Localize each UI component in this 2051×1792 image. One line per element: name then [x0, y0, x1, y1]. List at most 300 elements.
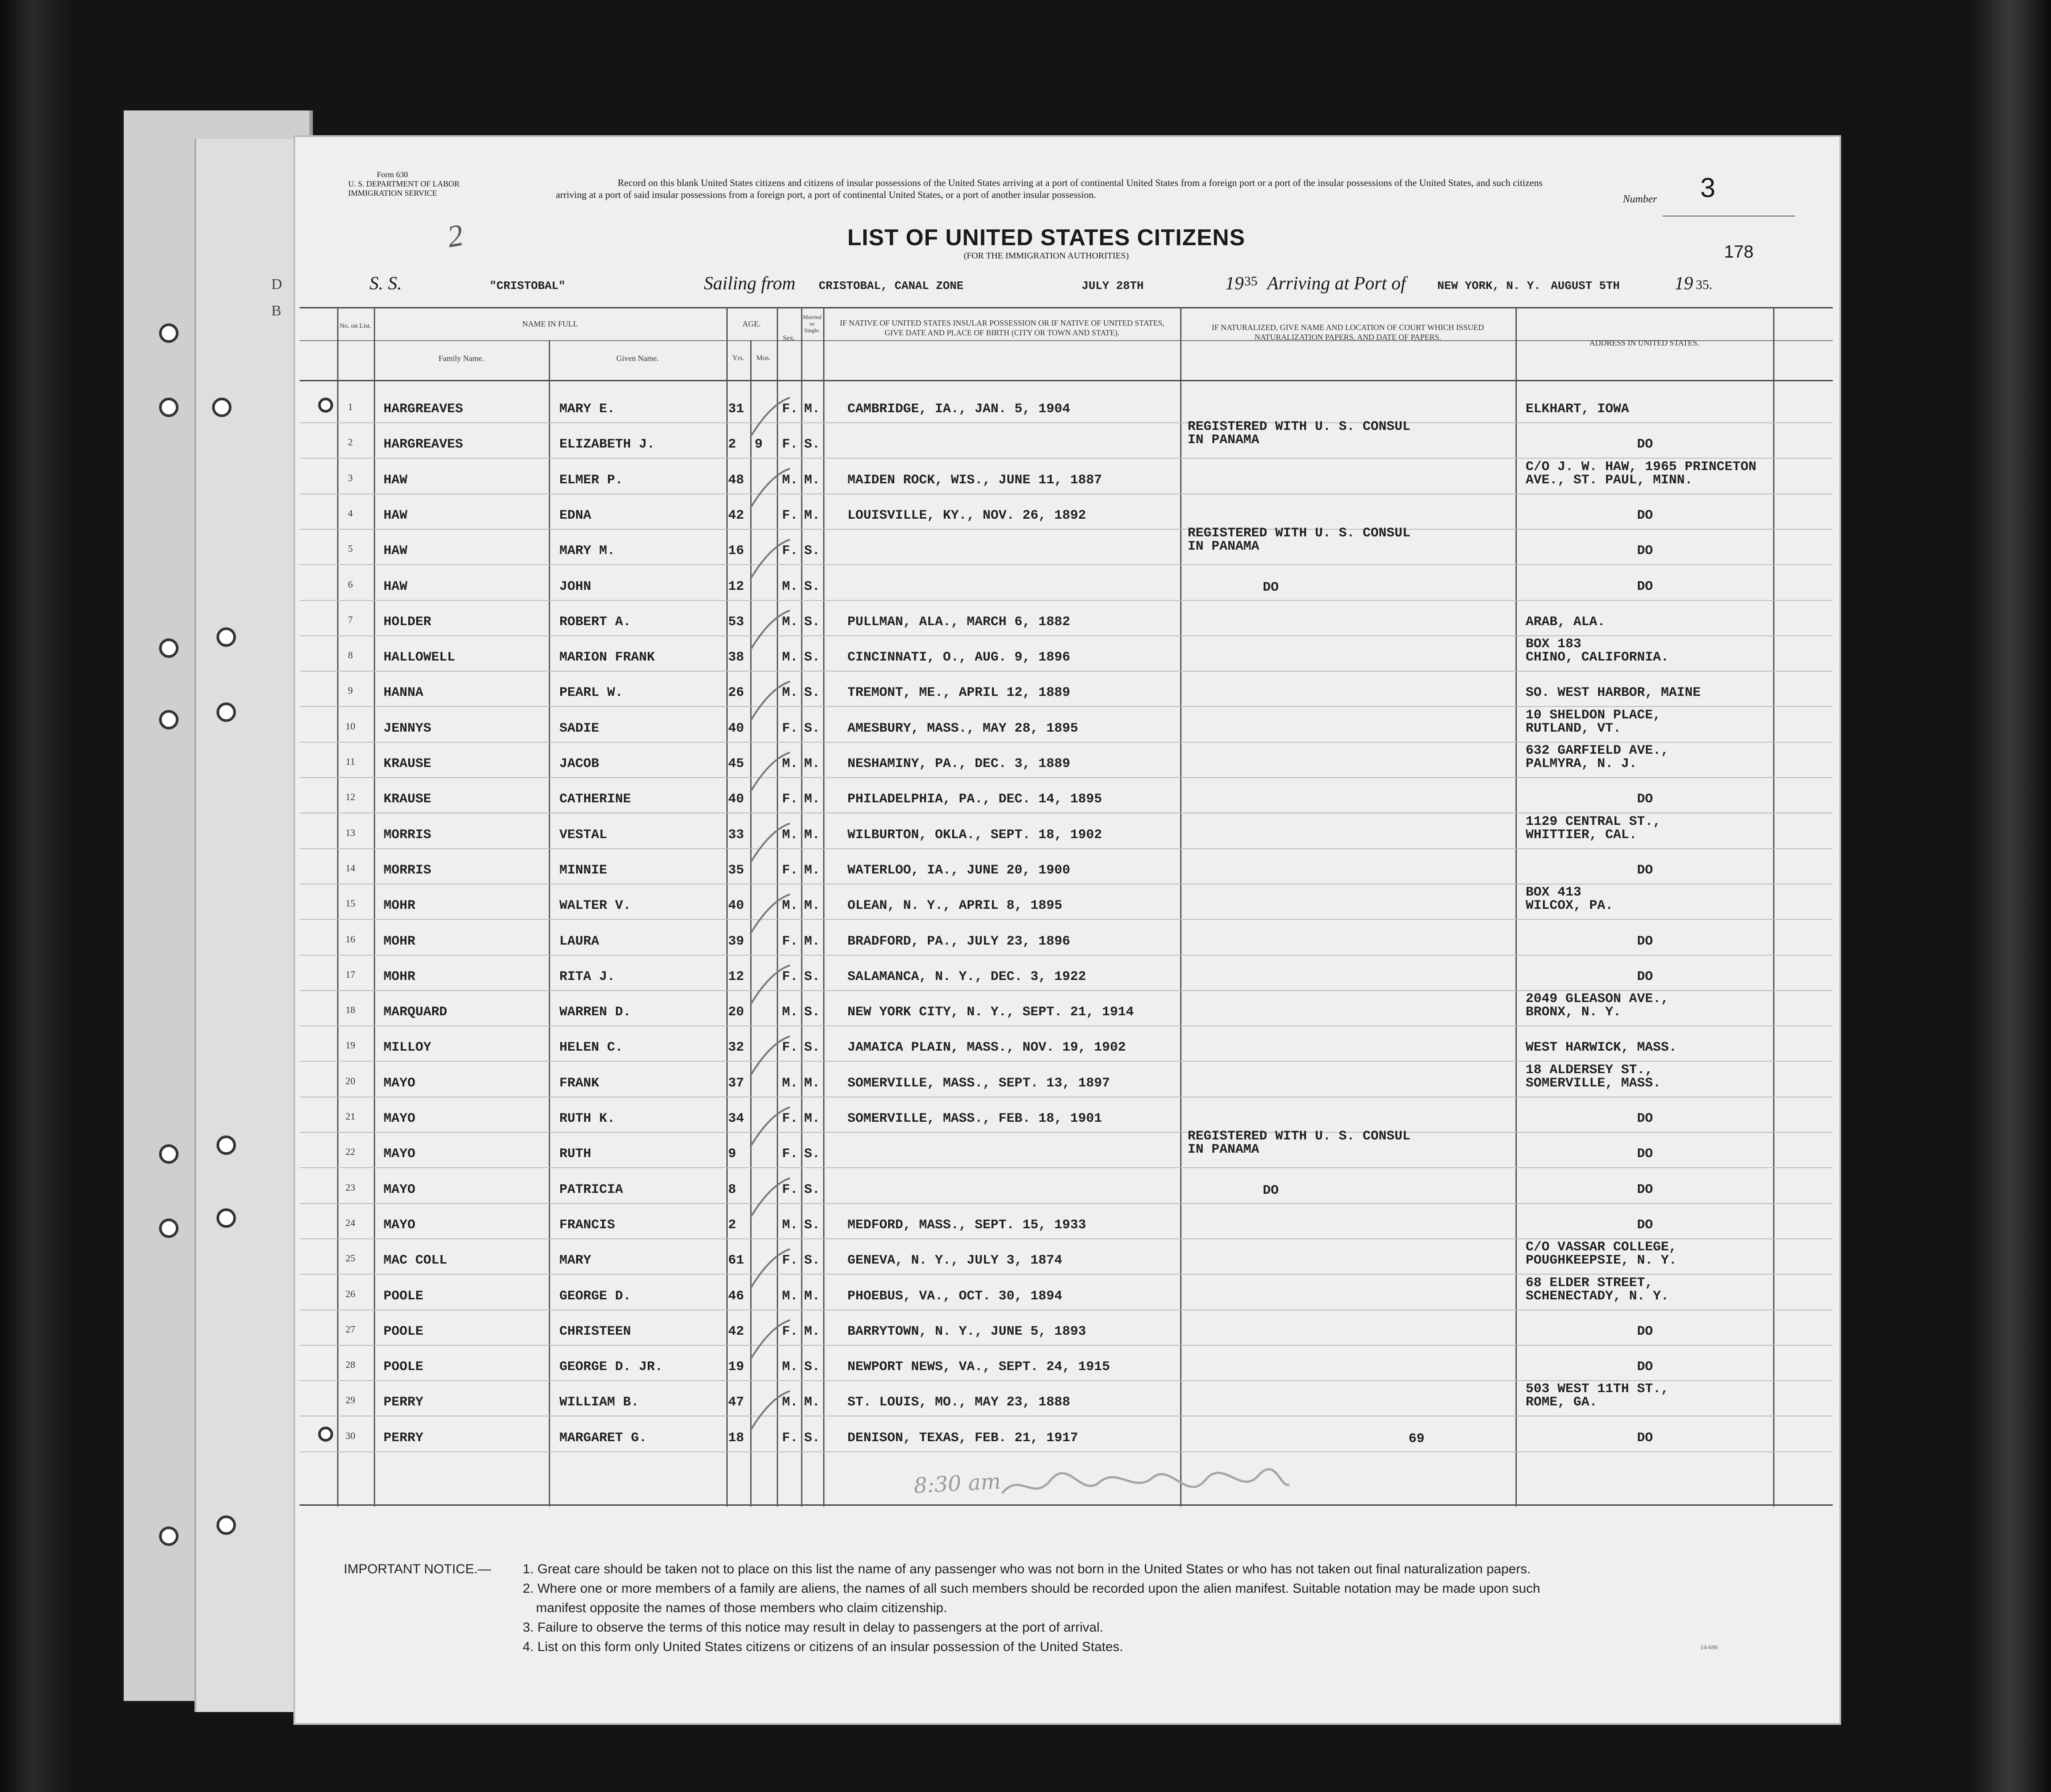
- binder-hole: [159, 398, 179, 417]
- sex: M.: [782, 472, 798, 488]
- row-rule: [300, 812, 1833, 813]
- address-line-1: C/O J. W. HAW, 1965 PRINCETON: [1526, 459, 1757, 475]
- birth-place-date: OLEAN, N. Y., APRIL 8, 1895: [847, 898, 1063, 914]
- address-line-2: ROME, GA.: [1526, 1395, 1598, 1410]
- marital-status: S.: [804, 1430, 820, 1446]
- family-name: HANNA: [384, 685, 424, 701]
- age-years: 18: [728, 1430, 744, 1446]
- page-title: LIST OF UNITED STATES CITIZENS: [847, 225, 1246, 251]
- age-years: 12: [728, 579, 744, 594]
- age-years: 8: [728, 1182, 737, 1197]
- marital-status: M.: [804, 1395, 820, 1410]
- address-line-2: DO: [1637, 437, 1653, 452]
- address-line-2: BRONX, N. Y.: [1526, 1005, 1622, 1020]
- sailing-label: Sailing from: [704, 273, 796, 294]
- given-name: RITA J.: [559, 969, 615, 984]
- address-line-2: ELKHART, IOWA: [1526, 402, 1629, 417]
- sex: M.: [782, 1288, 798, 1304]
- row-rule: [300, 458, 1833, 459]
- row-rule: [300, 706, 1833, 707]
- birth-place-date: SOMERVILLE, MASS., SEPT. 13, 1897: [847, 1075, 1110, 1091]
- given-name: ELIZABETH J.: [559, 437, 655, 452]
- header-sex: Sex.: [782, 334, 795, 342]
- family-name: MORRIS: [384, 862, 432, 878]
- address-line-2: WHITTIER, CAL.: [1526, 827, 1637, 843]
- birth-place-date: GENEVA, N. Y., JULY 3, 1874: [847, 1253, 1063, 1268]
- given-name: VESTAL: [559, 827, 608, 843]
- row-number: 3: [348, 472, 353, 483]
- family-name: HAW: [384, 508, 408, 523]
- notice-label: IMPORTANT NOTICE.—: [344, 1562, 491, 1576]
- sex: F.: [782, 1253, 798, 1268]
- col-rule: [374, 307, 375, 1507]
- row-number: 6: [348, 578, 353, 590]
- tick-mark: [750, 469, 790, 509]
- birth-place-date: NEWPORT NEWS, VA., SEPT. 24, 1915: [847, 1359, 1110, 1375]
- arrival-date: AUGUST 5TH: [1551, 279, 1620, 292]
- age-years: 53: [728, 614, 744, 630]
- row-number: 2: [348, 437, 353, 448]
- punch-hole: [318, 398, 333, 413]
- given-name: MARION FRANK: [559, 650, 655, 665]
- age-years: 12: [728, 969, 744, 984]
- row-number: 22: [346, 1146, 355, 1158]
- given-name: CHRISTEEN: [559, 1324, 631, 1339]
- naturalization-line-2: IN PANAMA: [1188, 433, 1260, 448]
- notice-item-1: 1. Great care should be taken not to place on this list the name of any passenger who was not born in the United States or who has not taken out final naturalization papers.: [523, 1562, 1531, 1576]
- given-name: WILLIAM B.: [559, 1395, 639, 1410]
- address-line-2: POUGHKEEPSIE, N. Y.: [1526, 1253, 1677, 1268]
- sex: F.: [782, 862, 798, 878]
- list-number: 3: [1700, 173, 1716, 203]
- naturalization-line-1: REGISTERED WITH U. S. CONSUL: [1188, 419, 1411, 435]
- naturalization-line-2: 69: [1409, 1431, 1425, 1447]
- header-address: ADDRESS IN UNITED STATES.: [1589, 338, 1699, 347]
- sex: M.: [782, 1395, 798, 1410]
- tick-mark: [750, 539, 790, 579]
- sex: M.: [782, 685, 798, 701]
- family-name: MILLOY: [384, 1040, 432, 1055]
- age-years: 46: [728, 1288, 744, 1304]
- sex: F.: [782, 934, 798, 949]
- address-line-1: 68 ELDER STREET,: [1526, 1275, 1653, 1291]
- given-name: JOHN: [559, 579, 592, 594]
- naturalization-line-2: DO: [1263, 1183, 1279, 1198]
- sex: F.: [782, 1147, 798, 1162]
- header-no-on-list: No. on List.: [339, 323, 372, 330]
- address-line-2: DO: [1637, 1111, 1653, 1126]
- row-rule: [300, 1345, 1833, 1346]
- tick-mark: [750, 1107, 790, 1147]
- given-name: GEORGE D. JR.: [559, 1359, 663, 1375]
- given-name: GEORGE D.: [559, 1288, 631, 1304]
- manifest-sheet: [295, 137, 1839, 1723]
- family-name: MAYO: [384, 1182, 416, 1197]
- age-years: 42: [728, 508, 744, 523]
- sailing-year-prefix: 19: [1225, 273, 1244, 294]
- tick-mark: [750, 1320, 790, 1360]
- age-years: 48: [728, 472, 744, 488]
- naturalization-line-2: IN PANAMA: [1188, 1142, 1260, 1158]
- marital-status: S.: [804, 1147, 820, 1162]
- tick-marks: [746, 384, 808, 1489]
- naturalization-line-1: REGISTERED WITH U. S. CONSUL: [1188, 526, 1411, 541]
- row-number: 16: [346, 933, 355, 945]
- given-name: MARGARET G.: [559, 1430, 647, 1446]
- age-months: 9: [755, 437, 763, 452]
- birth-place-date: LOUISVILLE, KY., NOV. 26, 1892: [847, 508, 1086, 523]
- row-number: 19: [346, 1040, 355, 1051]
- marital-status: M.: [804, 508, 820, 523]
- family-name: MARQUARD: [384, 1005, 448, 1020]
- sex: M.: [782, 756, 798, 771]
- row-number: 9: [348, 685, 353, 696]
- row-number: 4: [348, 507, 353, 519]
- birth-place-date: WATERLOO, IA., JUNE 20, 1900: [847, 862, 1071, 878]
- marital-status: S.: [804, 1182, 820, 1197]
- row-number: 30: [346, 1430, 355, 1441]
- row-number: 15: [346, 898, 355, 909]
- given-name: FRANK: [559, 1075, 600, 1091]
- birth-place-date: MEDFORD, MASS., SEPT. 15, 1933: [847, 1217, 1086, 1233]
- address-line-1: 2049 GLEASON AVE.,: [1526, 991, 1669, 1007]
- age-years: 32: [728, 1040, 744, 1055]
- row-number: 14: [346, 862, 355, 873]
- sex: F.: [782, 1040, 798, 1055]
- age-years: 9: [728, 1147, 737, 1162]
- address-line-2: SCHENECTADY, N. Y.: [1526, 1288, 1669, 1304]
- row-rule: [300, 600, 1833, 601]
- age-years: 2: [728, 1217, 737, 1233]
- marital-status: M.: [804, 1075, 820, 1091]
- form-instructions: Record on this blank United States citizens and citizens of insular possessions of the United States arriving at a port of continental United States from a foreign port or a port of the insular possessions of the United States, and such citizens arriving at a port of said insular possessions from a foreign port, a port of continental United States, or a port of another insular possession.: [556, 177, 1543, 200]
- age-years: 45: [728, 756, 744, 771]
- marital-status: S.: [804, 579, 820, 594]
- tick-mark: [750, 1391, 790, 1431]
- header-birth: IF NATIVE OF UNITED STATES INSULAR POSSESSION OR IF NATIVE OF UNITED STATES, GIVE DATE AND PLACE OF BIRTH (CITY OR TOWN AND STATE).: [839, 319, 1165, 337]
- row-number: 29: [346, 1394, 355, 1406]
- inspector-signature: [993, 1462, 1294, 1511]
- sex: F.: [782, 792, 798, 807]
- underlying-text: D: [271, 276, 282, 292]
- age-years: 39: [728, 934, 744, 949]
- birth-place-date: CINCINNATI, O., AUG. 9, 1896: [847, 650, 1071, 665]
- notice-item-2-cont: manifest opposite the names of those members who claim citizenship.: [536, 1601, 947, 1615]
- marital-status: S.: [804, 1359, 820, 1375]
- birth-place-date: JAMAICA PLAIN, MASS., NOV. 19, 1902: [847, 1040, 1126, 1055]
- sex: F.: [782, 969, 798, 984]
- page-subtitle: (FOR THE IMMIGRATION AUTHORITIES): [964, 251, 1129, 261]
- row-rule: [300, 990, 1833, 991]
- address-line-2: DO: [1637, 579, 1653, 594]
- sex: M.: [782, 1075, 798, 1091]
- given-name: PATRICIA: [559, 1182, 623, 1197]
- age-years: 40: [728, 792, 744, 807]
- age-years: 40: [728, 721, 744, 736]
- marital-status: S.: [804, 1253, 820, 1268]
- address-line-2: ARAB, ALA.: [1526, 614, 1606, 630]
- tick-mark: [750, 398, 790, 437]
- tick-mark: [750, 1036, 790, 1076]
- row-rule: [300, 919, 1833, 920]
- row-number: 11: [346, 756, 355, 767]
- header-naturalized: IF NATURALIZED, GIVE NAME AND LOCATION OF COURT WHICH ISSUED NATURALIZATION PAPERS, AND DATE OF PAPERS.: [1212, 323, 1484, 342]
- row-number: 17: [346, 968, 355, 980]
- row-rule: [300, 1203, 1833, 1204]
- row-number: 23: [346, 1181, 355, 1193]
- row-rule: [300, 1238, 1833, 1239]
- department: U. S. DEPARTMENT OF LABOR: [348, 179, 460, 188]
- family-name: HOLDER: [384, 614, 432, 630]
- marital-status: S.: [804, 437, 820, 452]
- row-number: 28: [346, 1359, 355, 1371]
- sex: F.: [782, 1430, 798, 1446]
- address-line-1: BOX 413: [1526, 885, 1582, 900]
- naturalization-line-2: IN PANAMA: [1188, 539, 1260, 554]
- binder-hole: [159, 1526, 179, 1546]
- family-name: MAYO: [384, 1217, 416, 1233]
- notice-item-4: 4. List on this form only United States citizens or citizens of an insular possession of the United States.: [523, 1640, 1124, 1654]
- row-rule: [300, 635, 1833, 636]
- row-number: 12: [346, 791, 355, 803]
- notice-item-2: 2. Where one or more members of a family are aliens, the names of all such members should be recorded upon the alien manifest. Suitable notation may be made upon such: [523, 1581, 1540, 1596]
- binder-hole: [159, 1219, 179, 1238]
- row-rule: [300, 848, 1833, 849]
- birth-place-date: MAIDEN ROCK, WIS., JUNE 11, 1887: [847, 472, 1102, 488]
- address-line-2: DO: [1637, 1147, 1653, 1162]
- birth-place-date: PULLMAN, ALA., MARCH 6, 1882: [847, 614, 1071, 630]
- row-number: 8: [348, 649, 353, 661]
- marital-status: S.: [804, 721, 820, 736]
- binder-hole: [159, 1144, 179, 1164]
- marital-status: S.: [804, 614, 820, 630]
- form-number: Form 630: [376, 170, 408, 179]
- underlying-page-2: [194, 139, 311, 1712]
- tick-mark: [750, 894, 790, 934]
- ship-name: "CRISTOBAL": [490, 279, 566, 292]
- address-line-2: DO: [1637, 508, 1653, 523]
- row-rule: [300, 1167, 1833, 1168]
- sex: M.: [782, 614, 798, 630]
- family-name: HAW: [384, 579, 408, 594]
- sex: F.: [782, 543, 798, 559]
- birth-place-date: TREMONT, ME., APRIL 12, 1889: [847, 685, 1071, 701]
- family-name: HALLOWELL: [384, 650, 456, 665]
- sailing-year: 35: [1244, 274, 1257, 289]
- arriving-label: Arriving at Port of: [1267, 273, 1406, 294]
- row-rule: [300, 955, 1833, 956]
- family-name: HAW: [384, 543, 408, 559]
- given-name: MINNIE: [559, 862, 608, 878]
- tick-mark: [750, 752, 790, 792]
- age-years: 40: [728, 898, 744, 914]
- birth-place-date: WILBURTON, OKLA., SEPT. 18, 1902: [847, 827, 1102, 843]
- number-label: Number: [1623, 194, 1657, 205]
- marital-status: M.: [804, 1111, 820, 1126]
- given-name: HELEN C.: [559, 1040, 623, 1055]
- marital-status: S.: [804, 543, 820, 559]
- given-name: ROBERT A.: [559, 614, 631, 630]
- birth-place-date: SALAMANCA, N. Y., DEC. 3, 1922: [847, 969, 1086, 984]
- marital-status: M.: [804, 756, 820, 771]
- family-name: MAC COLL: [384, 1253, 448, 1268]
- header-married-single: Married or Single.: [803, 314, 821, 334]
- family-name: HARGREAVES: [384, 402, 463, 417]
- row-number: 10: [346, 720, 355, 732]
- age-years: 42: [728, 1324, 744, 1339]
- sex: F.: [782, 508, 798, 523]
- given-name: FRANCIS: [559, 1217, 615, 1233]
- sex: M.: [782, 650, 798, 665]
- birth-place-date: PHOEBUS, VA., OCT. 30, 1894: [847, 1288, 1063, 1304]
- address-line-2: WILCOX, PA.: [1526, 898, 1614, 914]
- birth-place-date: ST. LOUIS, MO., MAY 23, 1888: [847, 1395, 1071, 1410]
- punch-hole: [318, 1427, 333, 1442]
- row-rule: [300, 742, 1833, 743]
- film-edge-left: [0, 0, 80, 1792]
- row-number: 7: [348, 614, 353, 625]
- sex: F.: [782, 402, 798, 417]
- sex: F.: [782, 721, 798, 736]
- marital-status: M.: [804, 934, 820, 949]
- given-name: RUTH: [559, 1147, 592, 1162]
- sailing-date: JULY 28TH: [1082, 279, 1144, 292]
- col-rule: [1773, 307, 1774, 1507]
- ss-label: S. S.: [369, 273, 402, 294]
- sex: M.: [782, 1005, 798, 1020]
- marital-status: M.: [804, 472, 820, 488]
- address-line-2: DO: [1637, 792, 1653, 807]
- arrival-year: 35.: [1696, 277, 1713, 292]
- address-line-2: AVE., ST. PAUL, MINN.: [1526, 472, 1693, 488]
- address-line-2: PALMYRA, N. J.: [1526, 756, 1637, 771]
- row-rule: [300, 1061, 1833, 1062]
- family-name: MAYO: [384, 1147, 416, 1162]
- header-bottom-rule: [300, 380, 1833, 381]
- row-number: 13: [346, 827, 355, 838]
- birth-place-date: DENISON, TEXAS, FEB. 21, 1917: [847, 1430, 1079, 1446]
- given-name: SADIE: [559, 721, 600, 736]
- birth-place-date: BRADFORD, PA., JULY 23, 1896: [847, 934, 1071, 949]
- row-rule: [300, 884, 1833, 885]
- address-line-2: WEST HARWICK, MASS.: [1526, 1040, 1677, 1055]
- address-line-1: 10 SHELDON PLACE,: [1526, 707, 1661, 723]
- sex: F.: [782, 437, 798, 452]
- family-name: MOHR: [384, 934, 416, 949]
- row-rule: [300, 671, 1833, 672]
- row-rule: [300, 1451, 1833, 1452]
- underlying-text: B: [271, 303, 281, 319]
- marital-status: S.: [804, 1217, 820, 1233]
- row-rule: [300, 529, 1833, 530]
- address-line-1: 632 GARFIELD AVE.,: [1526, 743, 1669, 758]
- naturalization-line-2: DO: [1263, 580, 1279, 595]
- print-code: 14-696: [1700, 1644, 1718, 1651]
- address-line-1: 503 WEST 11TH ST.,: [1526, 1382, 1669, 1397]
- address-line-2: DO: [1637, 934, 1653, 949]
- row-number: 24: [346, 1217, 355, 1228]
- col-rule: [823, 307, 824, 1507]
- address-line-2: RUTLAND, VT.: [1526, 721, 1622, 736]
- given-name: WALTER V.: [559, 898, 631, 914]
- page-stamp: 178: [1724, 242, 1754, 262]
- sex: F.: [782, 1182, 798, 1197]
- sex: M.: [782, 579, 798, 594]
- sex: M.: [782, 898, 798, 914]
- col-rule: [1180, 307, 1181, 1507]
- header-given-name: Given Name.: [616, 354, 659, 363]
- sex: F.: [782, 1111, 798, 1126]
- binder-hole: [159, 710, 179, 729]
- naturalization-line-1: REGISTERED WITH U. S. CONSUL: [1188, 1129, 1411, 1144]
- row-number: 21: [346, 1111, 355, 1122]
- birth-place-date: AMESBURY, MASS., MAY 28, 1895: [847, 721, 1079, 736]
- birth-place-date: NEW YORK CITY, N. Y., SEPT. 21, 1914: [847, 1005, 1134, 1020]
- row-number: 5: [348, 543, 353, 554]
- row-number: 18: [346, 1004, 355, 1016]
- family-name: JENNYS: [384, 721, 432, 736]
- age-years: 33: [728, 827, 744, 843]
- tick-mark: [750, 965, 790, 1005]
- binder-hole: [216, 1208, 236, 1228]
- form-id-block: [348, 170, 460, 198]
- address-line-1: 1129 CENTRAL ST.,: [1526, 814, 1661, 829]
- age-years: 35: [728, 862, 744, 878]
- row-rule: [300, 1132, 1833, 1133]
- family-name: MAYO: [384, 1075, 416, 1091]
- col-rule: [726, 307, 728, 1507]
- address-line-2: DO: [1637, 1430, 1653, 1446]
- address-line-1: C/O VASSAR COLLEGE,: [1526, 1240, 1677, 1255]
- sailing-from: CRISTOBAL, CANAL ZONE: [819, 279, 964, 292]
- binder-hole: [216, 1515, 236, 1535]
- marital-status: M.: [804, 898, 820, 914]
- address-line-1: 18 ALDERSEY ST.,: [1526, 1062, 1653, 1078]
- sex: F.: [782, 1324, 798, 1339]
- handwritten-time-note: 8:30 am: [913, 1469, 1002, 1499]
- age-years: 47: [728, 1395, 744, 1410]
- address-line-2: CHINO, CALIFORNIA.: [1526, 650, 1669, 665]
- family-name: MORRIS: [384, 827, 432, 843]
- binder-hole: [159, 323, 179, 343]
- given-name: MARY E.: [559, 402, 615, 417]
- family-name: POOLE: [384, 1359, 424, 1375]
- marital-status: S.: [804, 650, 820, 665]
- given-name: PEARL W.: [559, 685, 623, 701]
- row-rule: [300, 422, 1833, 423]
- tick-mark: [750, 1249, 790, 1289]
- row-rule: [300, 564, 1833, 565]
- age-years: 2: [728, 437, 737, 452]
- birth-place-date: PHILADELPHIA, PA., DEC. 14, 1895: [847, 792, 1102, 807]
- address-line-2: DO: [1637, 1182, 1653, 1197]
- marital-status: M.: [804, 792, 820, 807]
- family-name: HAW: [384, 472, 408, 488]
- age-years: 16: [728, 543, 744, 559]
- marital-status: M.: [804, 862, 820, 878]
- sex: M.: [782, 827, 798, 843]
- age-years: 26: [728, 685, 744, 701]
- col-rule: [1515, 307, 1517, 1507]
- row-rule: [300, 777, 1833, 778]
- marital-status: S.: [804, 1005, 820, 1020]
- marital-status: S.: [804, 685, 820, 701]
- given-name: MARY M.: [559, 543, 615, 559]
- family-name: POOLE: [384, 1288, 424, 1304]
- tick-mark: [750, 611, 790, 650]
- marital-status: M.: [804, 827, 820, 843]
- given-name: RUTH K.: [559, 1111, 615, 1126]
